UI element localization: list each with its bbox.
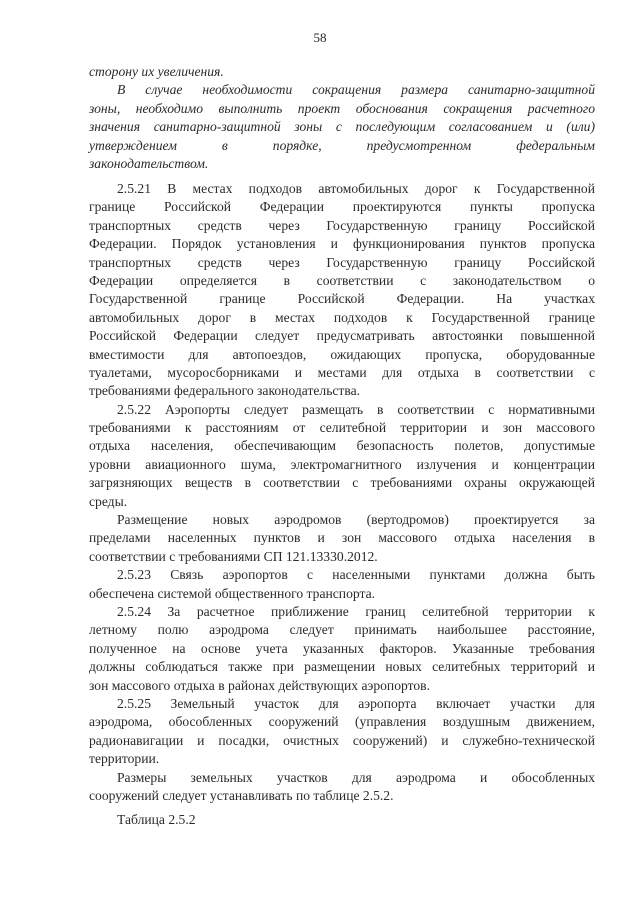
text-line: границе Российской Федерации проектируются пункты пропуска xyxy=(89,199,595,215)
text-line: аэродрома, обособленных сооружений (управления воздушным движением, xyxy=(89,714,595,730)
text-line: Государственной границе Российской Федерации. На участках xyxy=(89,291,595,307)
text-line: обеспечена системой общественного транспорта. xyxy=(89,585,376,601)
text-line: территории. xyxy=(89,751,160,767)
text-line: пределами населенных пунктов и зон массового отдыха населения в xyxy=(89,530,595,546)
italic-paragraph-block xyxy=(89,63,595,173)
text-line: автомобильных дорог в местах подходов к Государственной границе xyxy=(89,309,595,325)
text-line: соответствии с требованиями СП 121.13330.2012. xyxy=(89,548,378,564)
text-line: летному полю аэродрома следует принимать наибольшее расстояние, xyxy=(89,622,595,638)
table-caption: Таблица 2.5.2 xyxy=(117,812,196,827)
text-line: уровни авиационного шума, электромагнитного излучения и концентрации xyxy=(89,456,595,472)
text-line: Федерации определяется в соответствии с законодательством о xyxy=(89,272,595,288)
text-line: сторону их увеличения. xyxy=(89,64,224,79)
text-line: туалетами, мусоросборниками и местами для отдыха в соответствии с xyxy=(89,364,595,380)
text-line: 2.5.24 За расчетное приближение границ селитебной территории к xyxy=(117,603,595,619)
text-line: Федерации. Порядок установления и функционирования пунктов пропуска xyxy=(89,236,595,252)
text-line: транспортных средств через Государственную границу Российской xyxy=(89,217,595,233)
text-line: 2.5.21 В местах подходов автомобильных дорог к Государственной xyxy=(117,181,595,196)
text-line: сооружений следует устанавливать по таблице 2.5.2. xyxy=(89,787,394,803)
text-line: законодательством. xyxy=(89,155,209,171)
text-line: среды. xyxy=(89,493,128,509)
text-line: требованиями федерального законодательства. xyxy=(89,383,361,399)
main-text-block xyxy=(89,180,595,805)
text-line: утверждением в порядке, предусмотренном федеральным xyxy=(89,137,595,153)
text-line: В случае необходимости сокращения размера санитарно-защитной xyxy=(117,82,595,98)
page-number: 58 xyxy=(313,30,327,45)
text-line: полученное на основе учета указанных факторов. Указанные требования xyxy=(89,640,595,656)
text-line: 2.5.25 Земельный участок для аэропорта включает участки для xyxy=(117,695,595,711)
text-line: 2.5.22 Аэропорты следует размещать в соответствии с нормативными xyxy=(117,401,595,417)
text-line: радионавигации и посадки, очистных сооружений) и служебно-технической xyxy=(89,732,595,748)
text-line: требованиями к расстояниям от селитебной территории и зон массового xyxy=(89,420,595,436)
text-line: загрязняющих веществ в соответствии с требованиями охраны окружающей xyxy=(89,475,595,491)
text-line: транспортных средств через Государственную границу Российской xyxy=(89,254,595,270)
text-line: зоны, необходимо выполнить проект обоснования сокращения расчетного xyxy=(89,100,595,116)
text-line: вместимости для автопоездов, ожидающих пропуска, оборудованные xyxy=(89,346,595,362)
text-line: значения санитарно-защитной зоны с последующим согласованием и (или) xyxy=(89,119,595,135)
text-line: Размещение новых аэродромов (вертодромов) проектируется за xyxy=(117,512,595,528)
text-line: зон массового отдыха в районах действующих аэропортов. xyxy=(89,677,430,693)
text-line: Российской Федерации следует предусматривать автостоянки повышенной xyxy=(89,328,595,344)
text-line: отдыха населения, обеспечивающим безопасность полетов, допустимые xyxy=(89,438,595,454)
text-line: 2.5.23 Связь аэропортов с населенными пунктами должна быть xyxy=(117,567,595,583)
text-line: должны соблюдаться также при размещении новых селитебных территорий и xyxy=(89,659,595,675)
text-line: Размеры земельных участков для аэродрома и обособленных xyxy=(117,769,595,785)
